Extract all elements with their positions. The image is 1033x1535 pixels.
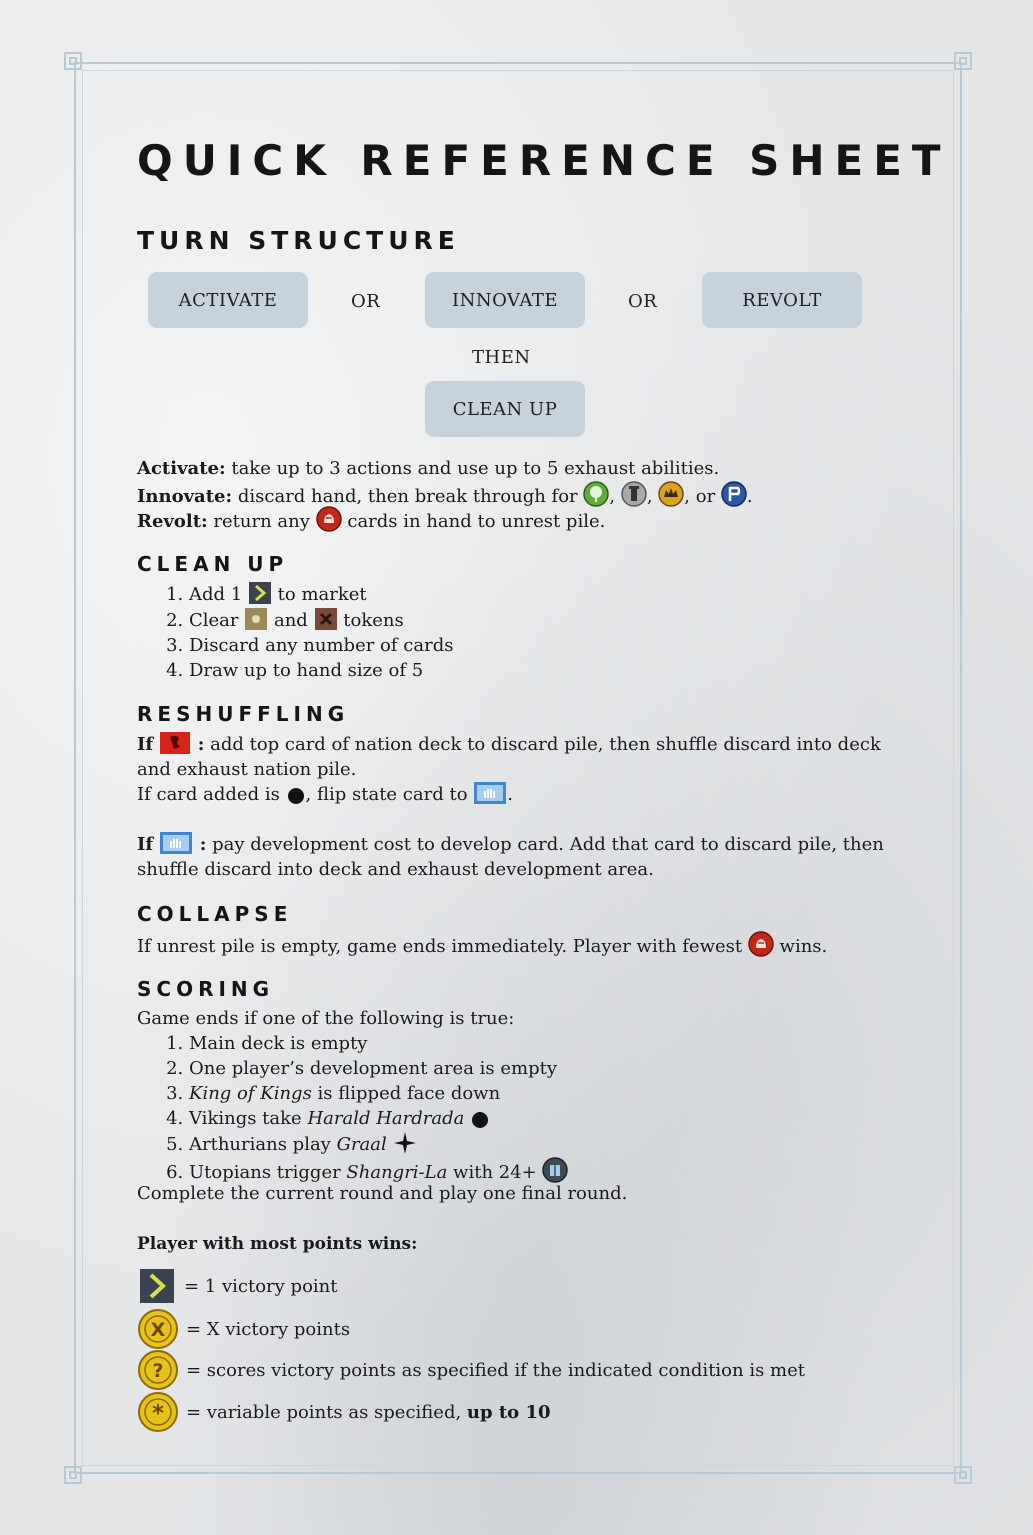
turn-structure-heading: TURN STRUCTURE <box>137 226 460 255</box>
reshuffle-flip-rule <box>137 781 513 807</box>
unrest-fist-icon <box>316 506 342 532</box>
item-text: with 24+ <box>447 1162 543 1183</box>
list-item <box>189 581 453 607</box>
progress-chevron-icon <box>248 581 272 605</box>
frame-corner-ornament <box>62 1464 84 1486</box>
legend-row-progress <box>138 1265 338 1307</box>
unrest-fist-icon <box>748 931 774 957</box>
innovate-label: INNOVATE <box>452 289 558 311</box>
legend-row-star-coin <box>138 1391 551 1433</box>
clean-up-heading: CLEAN UP <box>137 552 289 576</box>
if-term: If <box>137 734 160 755</box>
activate-label: ACTIVATE <box>178 289 278 311</box>
page-title: QUICK REFERENCE SHEET <box>137 136 951 185</box>
revolt-description <box>137 506 605 534</box>
legend-text: = X victory points <box>186 1318 351 1340</box>
legend-text: = scores victory points as specified if the indicated condition is met <box>186 1359 806 1381</box>
revolt-box <box>702 272 862 328</box>
clean-up-box <box>425 381 585 437</box>
innovate-description <box>137 481 753 509</box>
clean-up-label: CLEAN UP <box>452 398 558 420</box>
separator: . <box>746 486 753 507</box>
collapse-heading: COLLAPSE <box>137 902 293 926</box>
activate-text: take up to 3 actions and use up to 5 exhaust abilities. <box>225 458 720 479</box>
frame-corner-ornament <box>952 1464 974 1486</box>
separator: , <box>609 486 621 507</box>
state-card-icon <box>473 781 507 805</box>
scoring-heading: SCORING <box>137 977 275 1001</box>
activate-term: Activate: <box>137 458 226 479</box>
black-dot-icon <box>470 1109 490 1129</box>
innovate-box <box>425 272 585 328</box>
item-text: is flipped face down <box>311 1083 501 1104</box>
item-text: Arthurians play <box>189 1134 337 1155</box>
then-label: THEN <box>472 347 531 368</box>
x-coin-icon <box>138 1309 178 1349</box>
four-point-star-icon <box>393 1131 417 1155</box>
list-item <box>189 1131 568 1157</box>
item-text: Clear <box>189 610 245 631</box>
activate-description <box>137 456 719 481</box>
utopia-city-icon <box>542 1157 568 1183</box>
legend-text-a: = variable points as specified, <box>186 1401 467 1423</box>
frame-corner-ornament <box>62 50 84 72</box>
rule-text: , flip state card to <box>305 784 474 805</box>
state-card-icon <box>159 831 193 855</box>
item-text: and <box>268 610 314 631</box>
green-tree-icon <box>583 481 609 507</box>
rule-text: . <box>507 784 513 805</box>
item-text: Vikings take <box>189 1108 308 1129</box>
colon: : <box>193 834 207 855</box>
colon: : <box>191 734 205 755</box>
list-item: 3. Discard any number of cards <box>189 633 453 658</box>
brown-x-token-icon <box>314 607 338 631</box>
tan-token-icon <box>244 607 268 631</box>
frame-corner-ornament <box>952 50 974 72</box>
star-coin-icon <box>138 1392 178 1432</box>
reshuffling-heading: RESHUFFLING <box>137 702 350 726</box>
scoring-intro: Game ends if one of the following is true: <box>137 1008 515 1029</box>
activate-box <box>148 272 308 328</box>
item-text: tokens <box>337 610 404 631</box>
legend-row-q-coin <box>138 1349 805 1391</box>
list-item: 4. Draw up to hand size of 5 <box>189 658 453 683</box>
final-round-note: Complete the current round and play one final round. <box>137 1183 628 1204</box>
progress-chevron-icon <box>138 1267 176 1305</box>
card-name: Graal <box>336 1134 387 1155</box>
legend-text <box>186 1402 551 1423</box>
revolt-term: Revolt: <box>137 511 208 532</box>
coin-symbol: * <box>151 1401 165 1427</box>
reshuffle-development-rule <box>137 831 912 882</box>
item-text: Add 1 <box>189 584 248 605</box>
list-item <box>189 607 453 633</box>
rule-text: wins. <box>773 936 828 957</box>
reshuffle-nation-rule <box>137 731 912 782</box>
list-item: 2. One player’s development area is empty <box>189 1056 568 1081</box>
coin-symbol: X <box>150 1319 166 1341</box>
revolt-text-end: cards in hand to unrest pile. <box>341 511 606 532</box>
innovate-term: Innovate: <box>137 486 233 507</box>
end-conditions-list <box>137 1031 568 1185</box>
or-label: OR <box>351 291 381 312</box>
item-text: to market <box>271 584 367 605</box>
legend-row-x-coin <box>138 1308 350 1350</box>
list-item: 1. Main deck is empty <box>189 1031 568 1056</box>
revolt-text: return any <box>207 511 316 532</box>
list-item <box>189 1081 568 1106</box>
rule-text: If card added is <box>137 784 286 805</box>
red-nation-card-icon <box>159 731 191 755</box>
coin-symbol: ? <box>152 1360 164 1382</box>
blue-flag-icon <box>721 481 747 507</box>
card-name: Harald Hardrada <box>307 1108 465 1129</box>
legend-text-bold: up to 10 <box>466 1401 551 1423</box>
legend-text: = 1 victory point <box>184 1275 338 1297</box>
card-name: King of Kings <box>189 1083 312 1104</box>
grey-tower-icon <box>621 481 647 507</box>
question-coin-icon <box>138 1350 178 1390</box>
collapse-rule <box>137 931 827 959</box>
separator: , or <box>684 486 721 507</box>
list-item <box>189 1106 568 1131</box>
winner-note: Player with most points wins: <box>137 1234 418 1254</box>
revolt-label: REVOLT <box>742 289 822 311</box>
or-label: OR <box>628 291 658 312</box>
separator: , <box>646 486 659 507</box>
innovate-text: discard hand, then break through for <box>232 486 584 507</box>
if-term: If <box>137 834 160 855</box>
black-dot-icon <box>286 785 306 805</box>
rule-text: If unrest pile is empty, game ends immediately. Player with fewest <box>137 936 748 957</box>
rule-text: add top card of nation deck to discard pile, then shuffle discard into deck and exhaust nation pile. <box>137 734 881 780</box>
rule-text: pay development cost to develop card. Add that card to discard pile, then shuffle discard into deck and exhaust development area. <box>137 834 884 880</box>
clean-up-list <box>137 581 453 683</box>
card-name: Shangri-La <box>346 1162 448 1183</box>
gold-crown-icon <box>658 481 684 507</box>
item-text: Utopians trigger <box>189 1162 347 1183</box>
